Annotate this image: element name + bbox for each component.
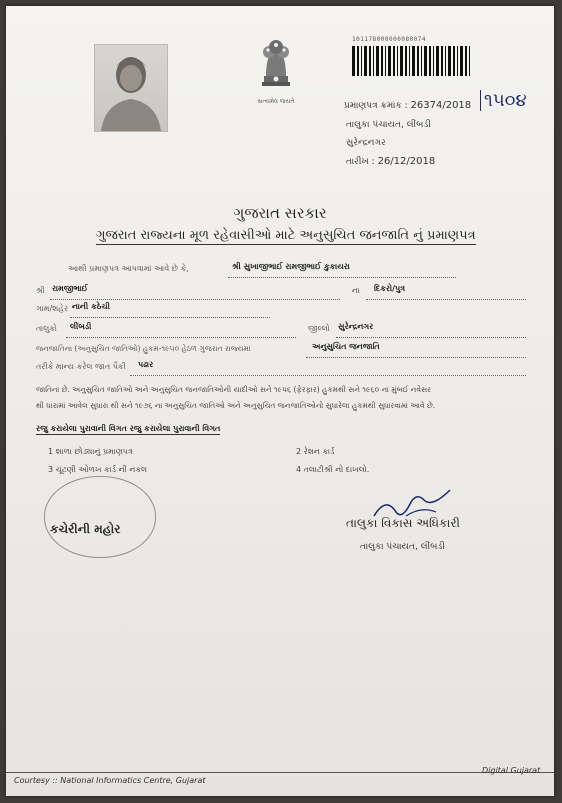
cert-number-handwritten: ૧૫૦૪ — [480, 90, 527, 111]
paragraph-line-1: જાતિના છે. અનુસુચિત જાતિઓ અને અનુસુચિત જનજાતિઓની યાદીઓ સને ૧૯૫૬ (ફેરફાર) હુકમથી સને ૧૯૬૦ ના મુંબઈ નવેસર — [36, 385, 432, 394]
village-value: નાની કઠેચી — [72, 302, 110, 311]
jilla-line — [336, 336, 526, 338]
signatory-office: તાલુકા પંચાયત, લીંબડી — [360, 542, 445, 552]
government-title: ગુજરાત સરકાર — [233, 204, 327, 222]
barcode-number: 101178000000080074 — [352, 36, 427, 43]
relation-value: દિકરો/પુત્ર — [374, 284, 406, 293]
barcode-bar — [397, 46, 398, 76]
document-item: 2 રેશન કાર્ડ — [296, 447, 335, 456]
father-name: રામજીભાઈ — [52, 284, 88, 293]
barcode-bar — [453, 46, 455, 76]
document-item: 1 શાળા છોડ્યાનું પ્રમાણપત્ર — [48, 447, 133, 456]
barcode-bar — [388, 46, 391, 76]
barcode-bar — [441, 46, 443, 76]
village-line — [70, 316, 270, 318]
barcode-bar — [369, 46, 371, 76]
certificate-title: ગુજરાત રાજ્યના મૂળ રહેવાસીઓ માટે અનુસુચિત જનજાતિ નું પ્રમાણપત્ર — [96, 228, 476, 243]
barcode-bar — [433, 46, 434, 76]
paragraph-line-2: થી ધારામાં આવેલ સુધારા થી સને ૧૯૭૬ ના અનુસુચિત જાતિઓ અને અનુસુચિત જનજાતિઓનો સુધારેલા હુકમથી સુધારવામાં આવે છે. — [36, 401, 436, 410]
caste-label: જનજાતિના (અનુસુચિત જાતિઓ) હુકમ-૧૯૫૦ હેઠળ ગુજરાત રાજ્યમાં — [36, 344, 251, 353]
jilla-value: સુરેન્દ્રનગર — [338, 322, 374, 331]
cert-number-value: 26374/2018 — [410, 100, 472, 111]
person-photo-icon — [95, 45, 167, 131]
certificate-paragraph — [36, 382, 536, 414]
barcode-bar — [376, 46, 379, 76]
certificate-page — [6, 6, 554, 796]
barcode-bar — [385, 46, 386, 76]
barcode-icon — [352, 46, 472, 76]
barcode-bar — [445, 46, 446, 76]
barcode-bar — [465, 46, 467, 76]
footer-divider — [6, 772, 554, 773]
barcode-bar — [448, 46, 451, 76]
relation-line — [366, 298, 526, 300]
cert-number-row — [344, 100, 471, 111]
office-stamp — [44, 476, 156, 558]
issued-to-label: આથી પ્રમાણપત્ર આપવામાં આવે છે કે, — [68, 264, 189, 273]
recognized-line — [130, 374, 526, 376]
barcode-bar — [361, 46, 362, 76]
recognized-label: તરીકે માન્ય કરેલ જાત પૈકી — [36, 362, 126, 371]
barcode-bar — [424, 46, 427, 76]
recognized-value: પઢાર — [138, 360, 154, 369]
footer-brand: Digital Gujarat — [482, 766, 541, 775]
applicant-photo — [94, 44, 168, 132]
barcode-bar — [429, 46, 431, 76]
state-emblem — [248, 30, 304, 106]
emblem-caption: સત્યમેવ જયતે — [257, 98, 295, 105]
barcode-bar — [393, 46, 395, 76]
holder-name-line — [228, 276, 456, 278]
taluka-label: તાલુકો — [36, 324, 57, 333]
barcode-bar — [460, 46, 463, 76]
barcode-bar — [381, 46, 383, 76]
issuing-district: સુરેન્દ્રનગર — [346, 138, 386, 148]
signatory-title: તાલુકા વિકાસ અધિકારી — [346, 516, 460, 530]
document-item: 3 ચૂંટણી ઓળખ કાર્ડ ની નકલ — [48, 465, 148, 474]
cert-number-label: પ્રમાણપત્ર ક્રમાંક : — [344, 101, 408, 111]
date-value: 26/12/2018 — [377, 156, 436, 167]
caste-line — [306, 356, 526, 358]
ashoka-emblem-icon — [248, 30, 304, 94]
barcode-bar — [364, 46, 367, 76]
barcode-bar — [436, 46, 439, 76]
date-row — [346, 156, 435, 167]
village-label: ગામ/શહેર — [36, 304, 69, 313]
barcode-bar — [357, 46, 359, 76]
barcode-bar — [469, 46, 470, 76]
caste-value: અનુસુચિત જનજાતિ — [312, 342, 380, 351]
documents-heading: રજુ કરાયેલા પુરાવાની વિગત રજુ કરાયેલા પુરાવાની વિગત — [36, 424, 221, 433]
barcode-bar — [417, 46, 419, 76]
taluka-value: લીંબડી — [70, 322, 92, 331]
date-label: તારીખ : — [346, 157, 375, 167]
issuing-office: તાલુકા પંચાયત, લીંબડી — [346, 120, 431, 130]
na-label: ના — [352, 286, 360, 295]
father-line — [50, 298, 340, 300]
barcode-bar — [352, 46, 355, 76]
taluka-line — [66, 336, 296, 338]
barcode-bar — [421, 46, 422, 76]
shri-label: શ્રી — [36, 286, 45, 295]
barcode-bar — [412, 46, 415, 76]
barcode-bar — [409, 46, 410, 76]
stamp-text: કચેરીની મહોર — [50, 522, 121, 536]
holder-name: શ્રી સુખાજીભાઈ રામજીભાઈ કુકાયરા — [232, 262, 350, 271]
jilla-label: જીલ્લો — [308, 324, 330, 333]
document-item: 4 તલાટીશ્રી નો દાખલો. — [296, 465, 370, 474]
barcode-bar — [457, 46, 458, 76]
barcode-bar — [373, 46, 374, 76]
barcode-bar — [405, 46, 407, 76]
footer-courtesy: Courtesy :: National Informatics Centre, Gujarat — [14, 776, 206, 785]
barcode-bar — [400, 46, 403, 76]
